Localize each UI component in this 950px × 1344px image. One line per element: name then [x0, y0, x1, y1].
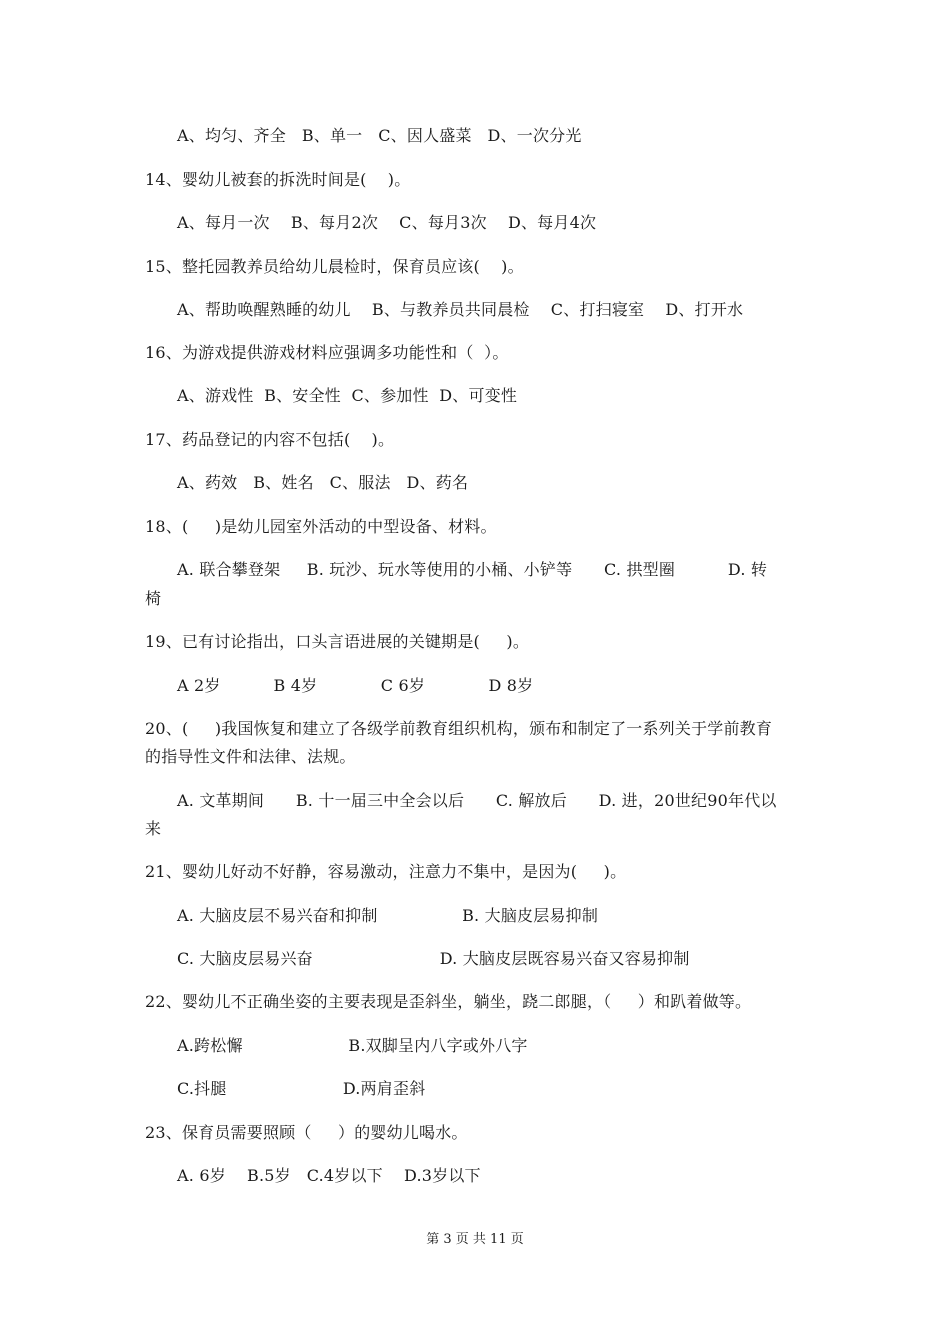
q19-options: A 2岁 B 4岁 C 6岁 D 8岁: [177, 676, 534, 695]
q16-options: A、游戏性 B、安全性 C、参加性 D、可变性: [177, 386, 518, 405]
q21-options-cd: C. 大脑皮层易兴奋 D. 大脑皮层既容易兴奋又容易抑制: [177, 949, 690, 968]
q20-options: A. 文革期间 B. 十一届三中全会以后 C. 解放后 D. 进，20世纪90年代以: [177, 791, 777, 810]
question-16: 16、为游戏提供游戏材料应强调多功能性和（ ）。: [145, 343, 509, 362]
question-14: 14、婴幼儿被套的拆洗时间是( )。: [145, 170, 411, 189]
question-18: 18、( )是幼儿园室外活动的中型设备、材料。: [145, 517, 497, 536]
question-23: 23、保育员需要照顾（ ）的婴幼儿喝水。: [145, 1123, 468, 1142]
q20-options-wrap: 来: [145, 819, 162, 838]
page-footer: 第 3 页 共 11 页: [426, 1232, 524, 1247]
question-20-wrap: 的指导性文件和法律、法规。: [145, 747, 356, 766]
question-20: 20、( )我国恢复和建立了各级学前教育组织机构，颁布和制定了一系列关于学前教育: [145, 719, 773, 738]
q13-options: A、均匀、齐全 B、单一 C、因人盛菜 D、一次分光: [177, 126, 582, 145]
q17-options: A、药效 B、姓名 C、服法 D、药名: [177, 473, 469, 492]
q18-options-wrap: 椅: [145, 589, 162, 608]
q14-options: A、每月一次 B、每月2次 C、每月3次 D、每月4次: [177, 213, 597, 232]
question-22: 22、婴幼儿不正确坐姿的主要表现是歪斜坐，躺坐，跷二郎腿，（ ）和趴着做等。: [145, 992, 752, 1011]
q22-options-ab: A.跨松懈 B.双脚呈内八字或外八字: [177, 1036, 528, 1055]
question-17: 17、药品登记的内容不包括( )。: [145, 430, 395, 449]
q21-options-ab: A. 大脑皮层不易兴奋和抑制 B. 大脑皮层易抑制: [177, 906, 599, 925]
question-21: 21、婴幼儿好动不好静，容易激动，注意力不集中，是因为( )。: [145, 862, 627, 881]
q18-options: A. 联合攀登架 B. 玩沙、玩水等使用的小桶、小铲等 C. 拱型圈 D. 转: [177, 560, 768, 579]
q22-options-cd: C.抖腿 D.两肩歪斜: [177, 1079, 426, 1098]
question-15: 15、整托园教养员给幼儿晨检时，保育员应该( )。: [145, 257, 524, 276]
question-19: 19、已有讨论指出，口头言语进展的关键期是( )。: [145, 632, 530, 651]
q23-options: A. 6岁 B.5岁 C.4岁以下 D.3岁以下: [177, 1166, 481, 1185]
q15-options: A、帮助唤醒熟睡的幼儿 B、与教养员共同晨检 C、打扫寝室 D、打开水: [177, 300, 744, 319]
